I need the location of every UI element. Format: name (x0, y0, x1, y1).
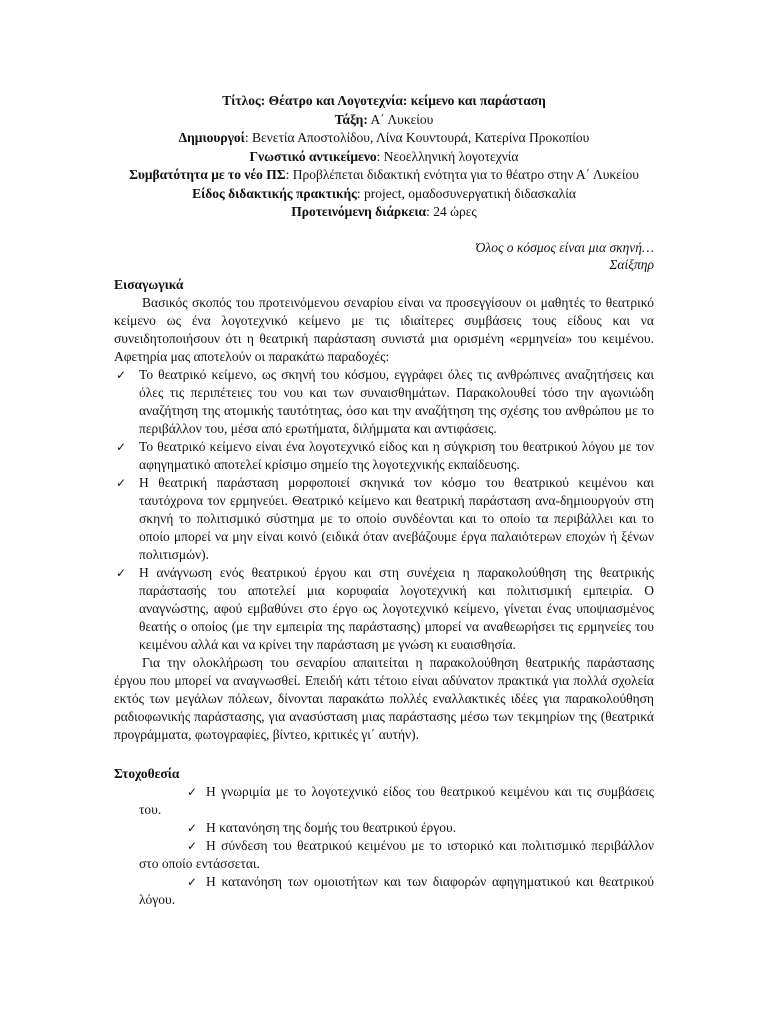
list-item-text: Η θεατρική παράσταση μορφοποιεί σκηνικά τον κόσμο του θεατρικού κειμένου και ταυτόχρονα τον ερμηνεύει. Θεατρικό κείμενο και θεατρική παράσταση ανα-δημιουργούν στη σκηνή το πολιτισμικό σύστημα με το οποίο συνδέονται και το οποίο τα περιβάλλει και το οποίο μπορεί να μην είναι κοινό (ειδικά όταν ανεβάζουμε έργα παλαιότερων εποχών ή ξένων πολιτισμών). (139, 474, 654, 562)
creators-value: Βενετία Αποστολίδου, Λίνα Κουντουρά, Κατερίνα Προκοπίου (252, 130, 590, 145)
list-item (114, 474, 654, 564)
section-spacer (114, 744, 654, 762)
list-item (114, 819, 654, 837)
list-item-text: Η σύνδεση του θεατρικού κειμένου με το ιστορικό και πολιτισμικό περιβάλλον στο οποίο εντάσσεται. (139, 837, 654, 871)
document-header (114, 92, 654, 222)
closing-paragraph: Για την ολοκλήρωση του σεναρίου απαιτείται η παρακολούθηση θεατρικής παράστασης έργου που μπορεί να αναγνωσθεί. Επειδή κάτι τέτοιο είναι αδύνατον πρακτικά για πολλά σχολεία εκτός των μεγάλων πόλεων, δίνονται παρακάτω πολλές εναλλακτικές ιδέες για παρακολούθηση ραδιοφωνικής παράστασης, για ανασύσταση μιας παράστασης μέσω των τεκμηρίων της (θεατρικά προγράμματα, φωτογραφίες, βίντεο, κριτικές γι΄ αυτήν). (114, 654, 654, 742)
check-mark-icon: ✓ (187, 874, 198, 889)
goals-list (114, 783, 654, 909)
practice-label: Είδος διδακτικής πρακτικής (192, 185, 357, 201)
duration-label: Προτεινόμενη διάρκεια (291, 204, 427, 219)
epigraph-author: Σαίξπηρ (609, 256, 654, 272)
epigraph (114, 239, 654, 273)
list-item-text: Η κατανόηση της δομής του θεατρικού έργου. (206, 819, 457, 835)
compat-label: Συμβατότητα με το νέο ΠΣ (129, 167, 286, 182)
list-item (114, 837, 654, 873)
check-mark-icon: ✓ (187, 784, 198, 799)
epigraph-quote: Όλος ο κόσμος είναι μια σκηνή… (475, 239, 654, 255)
check-mark-icon: ✓ (116, 367, 127, 382)
intro-heading: Εισαγωγικά (114, 276, 184, 292)
class-label: Τάξη: (334, 111, 368, 127)
compat-line: Συμβατότητα με το νέο ΠΣ: Προβλέπεται διδακτική ενότητα για το θέατρο στην Α΄ Λυκείου (129, 167, 639, 182)
check-mark-icon: ✓ (187, 838, 198, 853)
check-mark-icon: ✓ (116, 565, 127, 580)
list-item-text: Η γνωριμία με το λογοτεχνικό είδος του θεατρικού κειμένου και τις συμβάσεις του. (139, 783, 654, 817)
document-page (114, 92, 654, 909)
class-line (114, 111, 654, 130)
check-mark-icon: ✓ (187, 820, 198, 835)
check-mark-icon: ✓ (116, 475, 127, 490)
class-value: Α΄ Λυκείου (370, 111, 434, 127)
title-label: Τίτλος (222, 93, 261, 108)
list-item-text: Η κατανόηση των ομοιοτήτων και των διαφορών αφηγηματικού και θεατρικού λόγου. (139, 873, 654, 907)
assumptions-list (114, 366, 654, 654)
practice-value: project, ομαδοσυνεργατική διδασκαλία (364, 185, 576, 201)
subject-line: Γνωστικό αντικείμενο: Νεοελληνική λογοτεχνία (249, 148, 519, 164)
duration-line: Προτεινόμενη διάρκεια: 24 ώρες (291, 204, 477, 219)
goals-heading: Στοχοθεσία (114, 765, 180, 781)
title-value: Θέατρο και Λογοτεχνία: κείμενο και παράσταση (268, 93, 546, 108)
list-item-text: Η ανάγνωση ενός θεατρικού έργου και στη συνέχεια η παρακολούθηση της θεατρικής παράστασής του αποτελεί μια κορυφαία λογοτεχνική και πολιτισμική εμπειρία. Ο αναγνώστης, αφού εμβαθύνει στο έργο ως λογοτεχνικό κείμενο, γίνεται ένας υποψιασμένος θεατής ο οποίος (με την εμπειρία της παράστασης) μπορεί να αναθεωρήσει τις ερμηνείες του κειμένου αλλά και να κρίνει την παράσταση με γνώση κι ευαισθησία. (139, 564, 654, 652)
creators-label: Δημιουργοί (178, 130, 245, 145)
subject-value: Νεοελληνική λογοτεχνία (383, 148, 519, 164)
intro-paragraph: Βασικός σκοπός του προτεινόμενου σεναρίου είναι να προσεγγίσουν οι μαθητές το θεατρικό κείμενο ως ένα λογοτεχνικό κείμενο με τις ιδιαίτερες συμβάσεις τους είδους και να συνειδητοποιήσουν ότι η θεατρική παράσταση συνιστά μια ορισμένη «ερμηνεία» του κειμένου. Αφετηρία μας αποτελούν οι παρακάτω παραδοχές: (114, 294, 654, 364)
list-item (114, 564, 654, 654)
list-item (114, 438, 654, 474)
creators-line: Δημιουργοί: Βενετία Αποστολίδου, Λίνα Κουντουρά, Κατερίνα Προκοπίου (178, 130, 590, 145)
list-item (114, 873, 654, 909)
check-mark-icon: ✓ (116, 439, 127, 454)
list-item (114, 783, 654, 819)
duration-value: 24 ώρες (433, 204, 477, 219)
practice-line: Είδος διδακτικής πρακτικής: project, ομαδοσυνεργατική διδασκαλία (192, 185, 576, 201)
list-item-text: Το θεατρικό κείμενο είναι ένα λογοτεχνικό είδος και η σύγκριση του θεατρικού λόγου με τον αφηγηματικό αποτελεί κρίσιμο σημείο της λογοτεχνικής εκπαίδευσης. (139, 438, 654, 472)
compat-value: Προβλέπεται διδακτική ενότητα για το θέατρο στην Α΄ Λυκείου (292, 167, 639, 182)
list-item (114, 366, 654, 438)
list-item-text: Το θεατρικό κείμενο, ως σκηνή του κόσμου, εγγράφει όλες τις ανθρώπινες αναζητήσεις και όλες τις περιπέτειες του νου και των συναισθημάτων. Παρακολουθεί τόσο την αγωνιώδη αναζήτηση της ατομικής ταυτότητας, όσο και την αναζήτηση της σχέσης του ανθρώπου με το περιβάλλον του, μέσα από ερωτήματα, διλήμματα και αντιφάσεις. (139, 366, 654, 436)
subject-label: Γνωστικό αντικείμενο (249, 148, 377, 164)
title-line: Τίτλος: Θέατρο και Λογοτεχνία: κείμενο και παράσταση (222, 93, 546, 108)
